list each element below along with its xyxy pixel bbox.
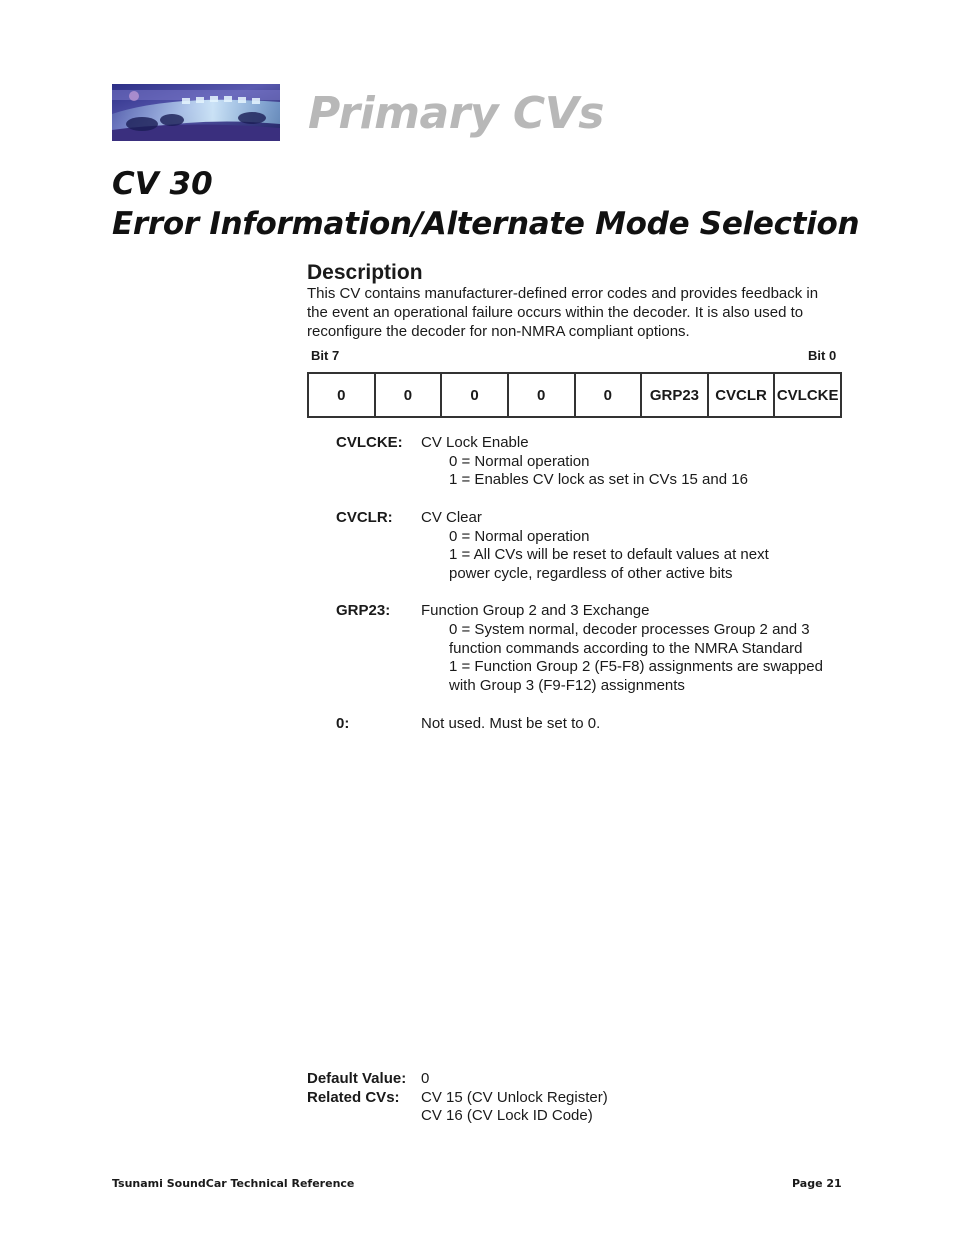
definition-title-unused: Not used. Must be set to 0. [421,715,601,732]
cv-number-heading: CV 30 [112,166,213,202]
definition-line: 0 = Normal operation [449,528,590,545]
related-cvs-label: Related CVs: [307,1089,400,1106]
description-line: This CV contains manufacturer-defined error codes and provides feedback in [307,285,819,302]
section-title: Primary CVs [308,88,604,139]
definition-term-cvclr: CVCLR: [336,509,393,526]
header-photo [112,84,280,141]
definition-title-cvlcke: CV Lock Enable [421,434,529,451]
default-value-label: Default Value: [307,1070,407,1087]
description-line: reconfigure the decoder for non-NMRA compliant options. [307,323,690,340]
definition-term-unused: 0: [336,715,350,732]
definition-line: 1 = All CVs will be reset to default values at next [449,546,769,563]
bit7-label: Bit 7 [311,348,340,363]
description-heading: Description [307,261,423,284]
bit-cell-2: GRP23 [641,373,708,417]
definition-line: 1 = Function Group 2 (F5-F8) assignments are swapped [449,658,823,675]
related-cv-item: CV 16 (CV Lock ID Code) [421,1107,593,1124]
definition-title-cvclr: CV Clear [421,509,482,526]
description-line: the event an operational failure occurs within the decoder. It is also used to [307,304,804,321]
bit-cell-0: CVLCKE [774,373,841,417]
definition-line: 0 = Normal operation [449,453,590,470]
cv-name-heading: Error Information/Alternate Mode Selection [112,206,860,242]
default-value: 0 [421,1070,430,1087]
bit-map-table [307,372,842,418]
bit-cell-1: CVCLR [708,373,775,417]
definition-line: with Group 3 (F9-F12) assignments [449,677,685,694]
bit-cell-3: 0 [575,373,642,417]
bit-cell-4: 0 [508,373,575,417]
related-cv-item: CV 15 (CV Unlock Register) [421,1089,608,1106]
definition-line: 1 = Enables CV lock as set in CVs 15 and 16 [449,471,748,488]
footer-doc-title: Tsunami SoundCar Technical Reference [112,1177,355,1190]
bit0-label: Bit 0 [808,348,837,363]
definition-term-cvlcke: CVLCKE: [336,434,403,451]
bit-cell-5: 0 [441,373,508,417]
bit-cell-6: 0 [375,373,442,417]
footer-page-number: Page 21 [792,1177,842,1190]
definition-term-grp23: GRP23: [336,602,391,619]
bit-cell-7: 0 [308,373,375,417]
definition-line: 0 = System normal, decoder processes Group 2 and 3 [449,621,810,638]
definition-line: function commands according to the NMRA Standard [449,640,803,657]
definition-line: power cycle, regardless of other active bits [449,565,733,582]
definition-title-grp23: Function Group 2 and 3 Exchange [421,602,650,619]
description-body [307,284,842,341]
